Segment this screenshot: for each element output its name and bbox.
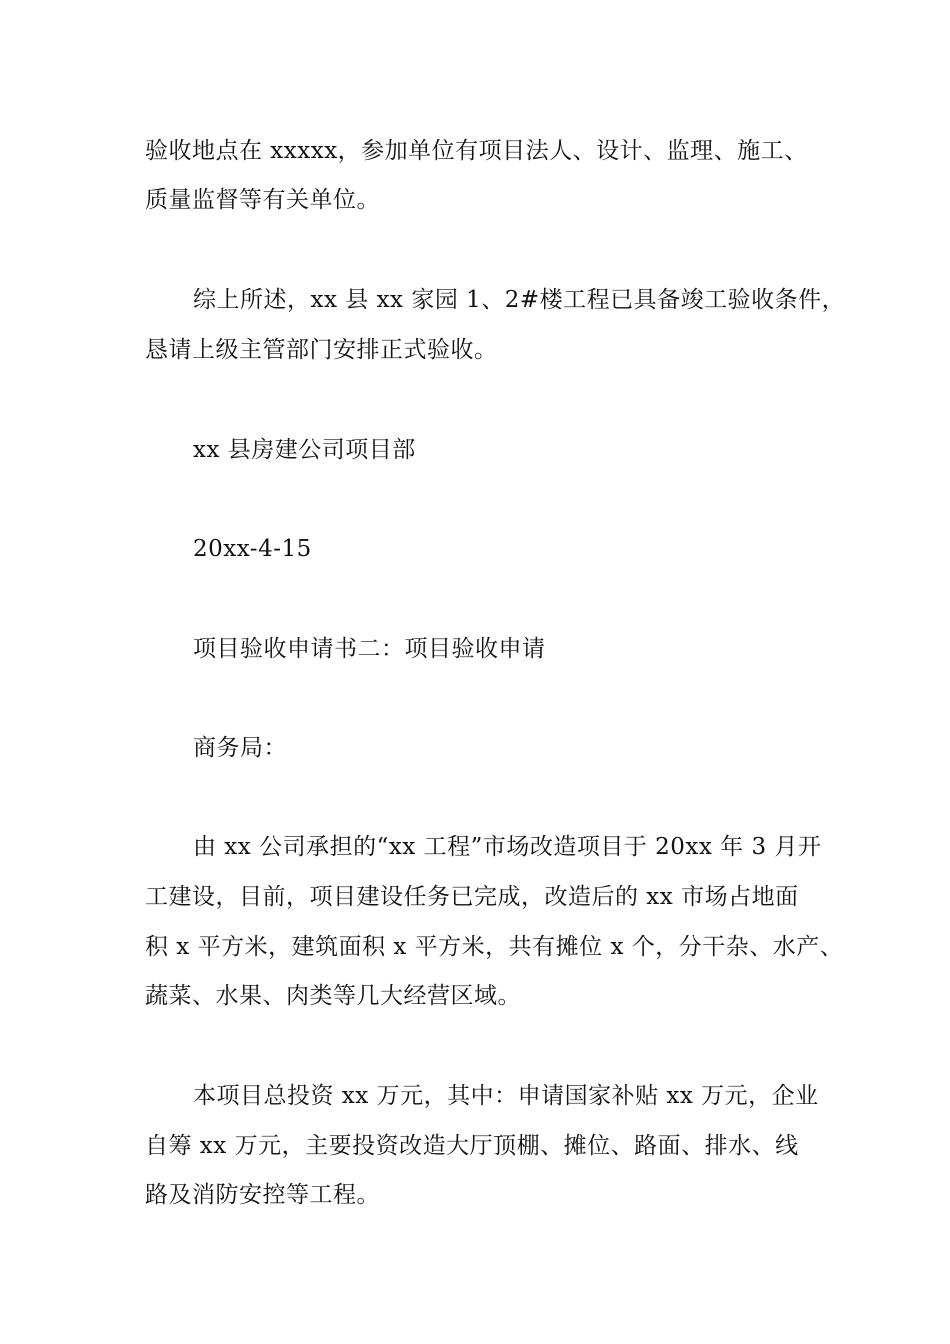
paragraph-2-line-1: 综上所述，xx 县 xx 家园 1、2#楼工程已具备竣工验收条件，	[193, 287, 846, 313]
paragraph-7-line-1: 由 xx 公司承担的“xx 工程”市场改造项目于 20xx 年 3 月开	[193, 834, 822, 860]
section-heading: 项目验收申请书二：项目验收申请	[193, 636, 546, 662]
signature-organization: xx 县房建公司项目部	[193, 437, 416, 463]
paragraph-7-line-2: 工建设，目前，项目建设任务已完成，改造后的 xx 市场占地面	[145, 884, 799, 910]
paragraph-1-line-1: 验收地点在 xxxxx，参加单位有项目法人、设计、监理、施工、	[145, 138, 808, 164]
paragraph-1-line-2: 质量监督等有关单位。	[145, 187, 380, 213]
paragraph-2-line-2: 恳请上级主管部门安排正式验收。	[145, 337, 498, 363]
addressee: 商务局：	[193, 735, 287, 761]
paragraph-8-line-1: 本项目总投资 xx 万元，其中：申请国家补贴 xx 万元，企业	[193, 1083, 819, 1109]
paragraph-7-line-3: 积 x 平方米，建筑面积 x 平方米，共有摊位 x 个，分干杂、水产、	[145, 934, 844, 960]
signature-date: 20xx-4-15	[193, 536, 312, 562]
paragraph-8-line-3: 路及消防安控等工程。	[145, 1182, 380, 1208]
paragraph-8-line-2: 自筹 xx 万元，主要投资改造大厅顶棚、摊位、路面、排水、线	[145, 1133, 799, 1159]
paragraph-7-line-4: 蔬菜、水果、肉类等几大经营区域。	[145, 983, 521, 1009]
